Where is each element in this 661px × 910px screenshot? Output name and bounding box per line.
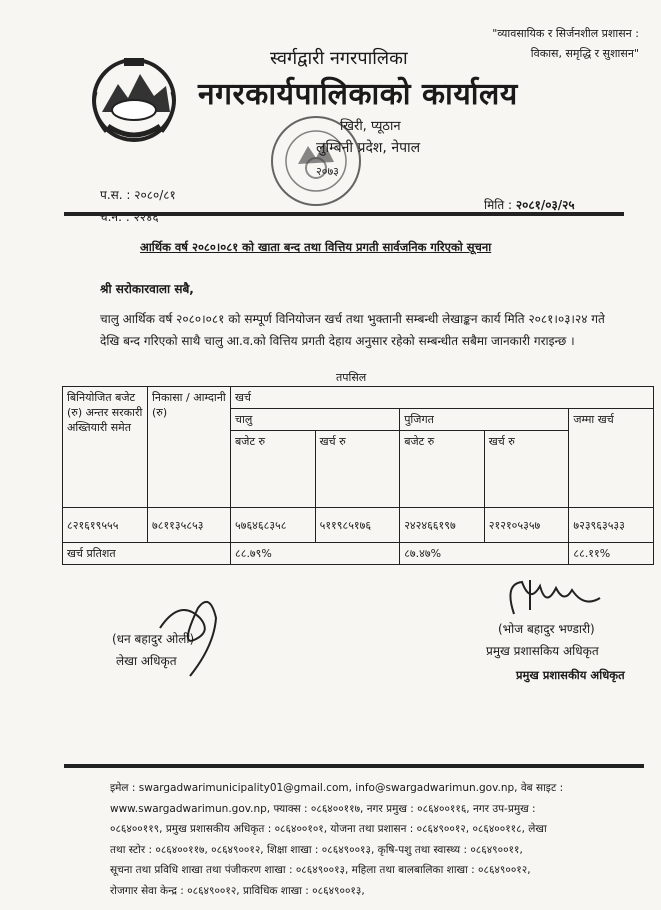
footer-line-1: इमेल : swargadwarimunicipality01@gmail.com, info@swargadwarimun.gov.np, वेब साइट :	[110, 782, 564, 794]
footer-line-3: ०८६४००११९, प्रमुख प्रशासकीय अधिकृत : ०८६४००१०१, योजना तथा प्रशासन : ०८६४९००१२, ०८६४००११८, लेखा	[110, 823, 547, 835]
date-label: मिति	[484, 198, 505, 212]
header-current-budget: बजेट रु	[231, 431, 316, 508]
seal-year: २०७३	[316, 165, 339, 178]
header-budget: बिनियोजित बजेट (रु) अन्तर सरकारी अख्तियारी समेत	[63, 387, 148, 508]
cell-current-expense: ५११९८५१७६	[315, 508, 400, 543]
cao-role: प्रमुख प्रशासकिय अधिकृत	[486, 644, 599, 658]
ref-ps: प.स. : २०८०/८१	[100, 188, 176, 202]
header-expense: खर्च	[231, 387, 654, 409]
cao-signature	[500, 574, 610, 626]
cell-percent-total: ८८.११%	[569, 543, 654, 565]
cell-percent-label: खर्च प्रतिशत	[63, 543, 231, 565]
cn-label: च.न.	[100, 210, 122, 224]
footer-line-5: सूचना तथा प्रविधि शाखा तथा पंजीकरण शाखा : ०८६४९००१३, महिला तथा बालबालिका शाखा : ०८६४९००१२,	[110, 864, 531, 876]
header-capital-budget: बजेट रु	[400, 431, 485, 508]
footer-line-4: तथा स्टोर : ०८६४००११७, ०८६४९००१२, शिक्षा शाखा : ०८६४९००१३, कृषि-पशु तथा स्वास्थ्य : ०८६४९००११,	[110, 843, 523, 856]
municipality-name: स्वर्गद्वारी नगरपालिका	[270, 48, 408, 69]
cell-percent-capital: ८७.४७%	[400, 543, 569, 565]
notice-subject: आर्थिक वर्ष २०८०।०८१ को खाता बन्द तथा वित्तिय प्रगती सार्वजनिक गरिएको सूचना	[140, 240, 492, 254]
cao-stamp: प्रमुख प्रशासकीय अधिकृत	[516, 668, 625, 682]
address-line-1: खिरी, प्यूठान	[340, 119, 401, 134]
cell-percent-current: ८८.७९%	[231, 543, 400, 565]
motto-line-2: विकास, समृद्धि र सुशासन"	[530, 47, 639, 60]
table-caption: तपसिल	[336, 371, 367, 384]
salutation: श्री सरोकारवाला सबै,	[100, 282, 194, 296]
address-line-2: लुम्बिनी प्रदेश, नेपाल	[316, 140, 421, 156]
motto-line-1: "व्यावसायिक र सिर्जनशील प्रशासन :	[492, 27, 639, 40]
header-income: निकासा / आम्दानी (रु)	[148, 387, 231, 508]
footer-divider	[64, 764, 644, 768]
accounts-officer-name: (धन बहादुर ओली)	[112, 632, 195, 646]
cell-capital-budget: २४२४६६१९७	[400, 508, 485, 543]
cao-name: (भोज बहादुर भण्डारी)	[498, 622, 595, 636]
header-divider	[64, 212, 624, 216]
footer-line-2: www.swargadwarimun.gov.np, फ्याक्स : ०८६४००११७, नगर प्रमुख : ०८६४००११६, नगर उप-प्रमुख :	[110, 802, 536, 815]
date-value: २०८१/०३/२५	[515, 198, 575, 212]
table-row	[63, 508, 654, 543]
cell-budget: ८२१६१९५५५	[63, 508, 148, 543]
header-current-expense: खर्च रु	[315, 431, 400, 508]
cell-capital-expense: २१२१०५३५७	[484, 508, 569, 543]
accounts-officer-role: लेखा अधिकृत	[116, 654, 177, 668]
header-total: जम्मा खर्च	[569, 409, 654, 508]
ref-cn: च.न. : २२४६	[100, 210, 159, 224]
office-name: नगरकार्यपालिकाको कार्यालय	[198, 77, 518, 112]
ps-value: २०८०/८१	[134, 188, 176, 202]
footer-line-6: रोजगार सेवा केन्द्र : ०८६४९००१२, प्राविधिक शाखा : ०८६४९००१३,	[110, 884, 365, 897]
financial-progress-table	[62, 386, 654, 565]
notice-body: चालु आर्थिक वर्ष २०८०।०८१ को सम्पूर्ण विनियोजन खर्च तथा भुक्तानी सम्बन्धी लेखाङ्कन कार्य मिति २०८१।०३।२४ गते देखि बन्द गरिएको साथै चालु आ.व.को वित्तिय प्रगती देहाय अनुसार रहेको सम्बन्धीत सबैमा जानकारी गराइन्छ ।	[100, 312, 605, 348]
contact-footer	[110, 778, 620, 901]
table-row	[63, 543, 654, 565]
ref-date: मिति : २०८१/०३/२५	[484, 198, 575, 212]
nepal-emblem-icon	[88, 52, 180, 148]
cell-income: ७८११३५८५३	[148, 508, 231, 543]
cn-value: २२४६	[133, 210, 159, 224]
header-capital-expense: खर्च रु	[484, 431, 569, 508]
header-current: चालु	[231, 409, 400, 431]
motto	[439, 24, 639, 64]
cell-total: ७२३९६३५३३	[569, 508, 654, 543]
header-capital: पुजिगत	[400, 409, 569, 431]
ps-label: प.स.	[100, 188, 123, 202]
cell-current-budget: ५७६४६८३५८	[231, 508, 316, 543]
